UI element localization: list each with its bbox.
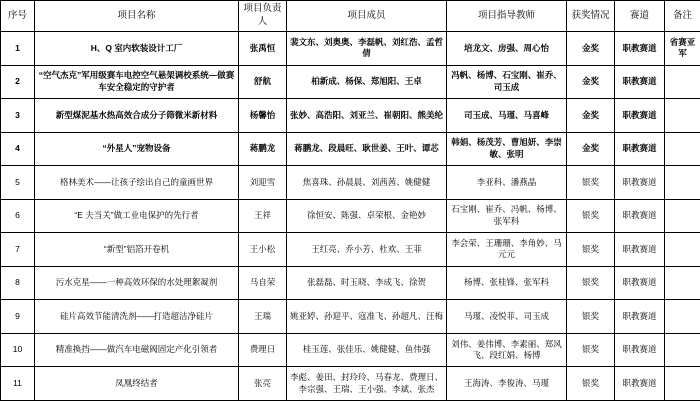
cell-remark — [665, 233, 700, 267]
cell-remark: 省赛亚军 — [665, 32, 700, 66]
cell-remark — [665, 132, 700, 166]
cell-track: 职教赛道 — [615, 166, 665, 200]
table-header — [1, 1, 700, 32]
cell-project-name: 污水克星——一种高效环保的水处理絮凝剂 — [35, 266, 239, 300]
cell-members: 王红亮、乔小芳、杜欢、王菲 — [287, 233, 447, 267]
cell-seq: 11 — [1, 367, 35, 401]
cell-track: 职教赛道 — [615, 233, 665, 267]
cell-track: 职教赛道 — [615, 367, 665, 401]
column-header-members: 项目成员 — [287, 1, 447, 32]
cell-remark — [665, 99, 700, 133]
cell-track: 职教赛道 — [615, 333, 665, 367]
cell-remark — [665, 199, 700, 233]
cell-seq: 6 — [1, 199, 35, 233]
table-row — [1, 99, 700, 133]
cell-teachers: 冯帆、杨博、石宝刚、崔乔、司玉成 — [447, 65, 567, 99]
cell-project-name: 硅片高效节能清洗剂——打造超洁净硅片 — [35, 300, 239, 334]
cell-project-name: “新型”铝箔开卷机 — [35, 233, 239, 267]
table-row — [1, 266, 700, 300]
cell-track: 职教赛道 — [615, 32, 665, 66]
cell-project-name: “空气杰克”军用级赛车电控空气悬架调校系统—做赛车安全稳定的守护者 — [35, 65, 239, 99]
cell-members: 桂玉莲、张佳乐、姚健健、鱼伟强 — [287, 333, 447, 367]
cell-leader: 张亮 — [239, 367, 287, 401]
cell-teachers: 石宝刚、崔乔、冯帆、杨博、张军科 — [447, 199, 567, 233]
cell-track: 职教赛道 — [615, 266, 665, 300]
cell-members: 姚亚婷、孙迎平、寇准飞、孙超凡、汪梅 — [287, 300, 447, 334]
cell-teachers: 刘伟、姜伟博、李素丽、郑风飞、段红娟、杨博 — [447, 333, 567, 367]
column-header-teachers: 项目指导教师 — [447, 1, 567, 32]
table-row — [1, 166, 700, 200]
cell-project-name: “外星人”宠物设备 — [35, 132, 239, 166]
cell-track: 职教赛道 — [615, 132, 665, 166]
cell-leader: 蒋鹏龙 — [239, 132, 287, 166]
cell-track: 职教赛道 — [615, 300, 665, 334]
cell-remark — [665, 266, 700, 300]
cell-track: 职教赛道 — [615, 199, 665, 233]
cell-teachers: 杨博、张桂锋、张军科 — [447, 266, 567, 300]
cell-leader: 王小松 — [239, 233, 287, 267]
column-header-project-name: 项目名称 — [35, 1, 239, 32]
table-row — [1, 233, 700, 267]
cell-remark — [665, 367, 700, 401]
cell-members: 李彪、姜田、封玲玲、马春龙、费理日、李宗强、王瑞、王小强、李斌、张杰 — [287, 367, 447, 401]
table-row — [1, 65, 700, 99]
column-header-seq: 序号 — [1, 1, 35, 32]
cell-remark — [665, 300, 700, 334]
table-row — [1, 32, 700, 66]
table-body — [1, 32, 700, 401]
column-header-leader: 项目负责人 — [239, 1, 287, 32]
table-row — [1, 132, 700, 166]
cell-project-name: 凤凰终结者 — [35, 367, 239, 401]
cell-seq: 4 — [1, 132, 35, 166]
cell-seq: 10 — [1, 333, 35, 367]
column-header-remark: 备注 — [665, 1, 700, 32]
cell-award: 银奖 — [567, 166, 615, 200]
cell-members: 张磊磊、时玉晓、李成飞、徐贺 — [287, 266, 447, 300]
table-row — [1, 199, 700, 233]
column-header-award: 获奖情况 — [567, 1, 615, 32]
cell-track: 职教赛道 — [615, 99, 665, 133]
cell-project-name: H、Q 室内软装设计工厂 — [35, 32, 239, 66]
cell-award: 银奖 — [567, 367, 615, 401]
cell-seq: 5 — [1, 166, 35, 200]
column-header-track: 赛道 — [615, 1, 665, 32]
cell-members: 张妙、高浩阳、刘亚兰、崔朝阳、熊美纶 — [287, 99, 447, 133]
cell-leader: 马自荣 — [239, 266, 287, 300]
cell-remark — [665, 333, 700, 367]
cell-seq: 2 — [1, 65, 35, 99]
cell-track: 职教赛道 — [615, 65, 665, 99]
cell-leader: 舒航 — [239, 65, 287, 99]
cell-leader: 王祥 — [239, 199, 287, 233]
cell-teachers: 王海涛、李俊涛、马瑾 — [447, 367, 567, 401]
cell-teachers: 韩娟、杨茂芳、曹旭妍、李崇敏、张明 — [447, 132, 567, 166]
cell-project-name: 新型煤泥基水热高效合成分子筛微米新材料 — [35, 99, 239, 133]
cell-seq: 1 — [1, 32, 35, 66]
cell-leader: 费理日 — [239, 333, 287, 367]
cell-teachers: 李亚科、潘燕晶 — [447, 166, 567, 200]
cell-remark — [665, 166, 700, 200]
cell-award: 金奖 — [567, 32, 615, 66]
cell-seq: 9 — [1, 300, 35, 334]
cell-leader: 刘迎雪 — [239, 166, 287, 200]
cell-members: 柏新成、杨保、郑旭阳、王卓 — [287, 65, 447, 99]
cell-award: 银奖 — [567, 233, 615, 267]
cell-teachers: 李会荣、王珊珊、李角妙、马元元 — [447, 233, 567, 267]
cell-leader: 杨馨怡 — [239, 99, 287, 133]
cell-teachers: 司玉成、马瑾、马喜峰 — [447, 99, 567, 133]
cell-award: 银奖 — [567, 300, 615, 334]
cell-project-name: 精准换挡——做汽车电磁阀固定产化引领者 — [35, 333, 239, 367]
cell-project-name: “E 夫当关”做工业电保护的先行者 — [35, 199, 239, 233]
table-row — [1, 367, 700, 401]
cell-teachers: 培龙文、房强、周心怡 — [447, 32, 567, 66]
cell-award: 金奖 — [567, 99, 615, 133]
cell-seq: 3 — [1, 99, 35, 133]
cell-project-name: 格林美术——让孩子绘出自己的童画世界 — [35, 166, 239, 200]
cell-members: 徐恒安、陈强、卓荣根、金艳妙 — [287, 199, 447, 233]
cell-members: 蒋鹏龙、段晨旺、耿世姜、王叶、谭芯 — [287, 132, 447, 166]
cell-teachers: 马瑾、凌悦菲、司玉成 — [447, 300, 567, 334]
cell-members: 裴文东、刘奥奥、李磊帆、刘红浩、孟哲倩 — [287, 32, 447, 66]
cell-seq: 8 — [1, 266, 35, 300]
cell-seq: 7 — [1, 233, 35, 267]
cell-award: 金奖 — [567, 65, 615, 99]
cell-award: 银奖 — [567, 266, 615, 300]
header-row — [1, 1, 700, 32]
cell-award: 金奖 — [567, 132, 615, 166]
table-row — [1, 333, 700, 367]
cell-leader: 张禹恒 — [239, 32, 287, 66]
cell-members: 焦喜珠、孙晨晨、刘茜茜、姚健健 — [287, 166, 447, 200]
cell-award: 银奖 — [567, 199, 615, 233]
table-row — [1, 300, 700, 334]
cell-remark — [665, 65, 700, 99]
cell-award: 银奖 — [567, 333, 615, 367]
cell-leader: 王瑞 — [239, 300, 287, 334]
